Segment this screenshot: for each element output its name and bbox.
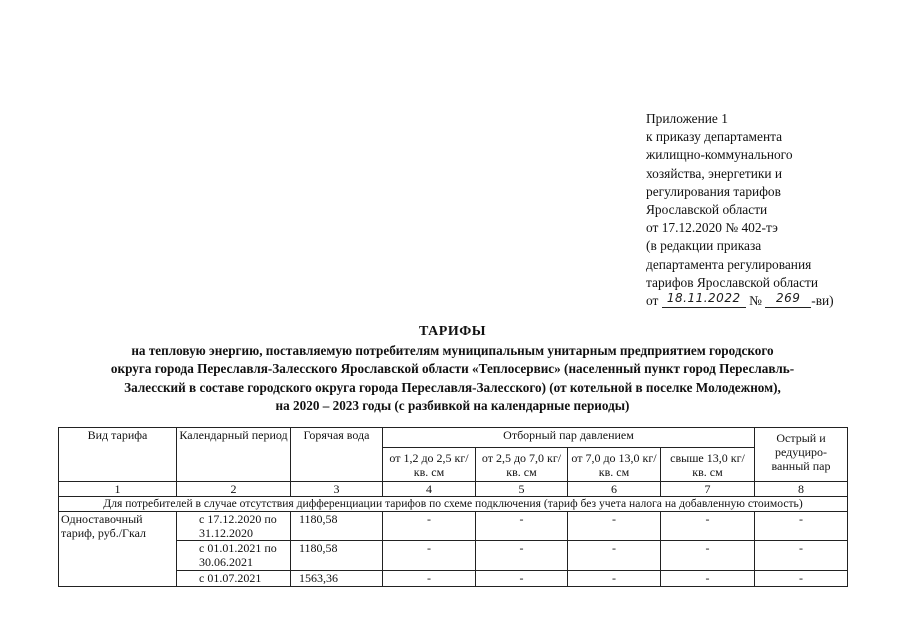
- col-number: 2: [177, 482, 291, 497]
- date-fill-line: [662, 292, 746, 308]
- value-cell: -: [755, 571, 848, 587]
- column-number-row: [59, 482, 848, 497]
- header-steam-2: от 2,5 до 7,0 кг/ кв. см: [476, 448, 568, 482]
- value-cell: -: [661, 571, 755, 587]
- hot-water-value: 1563,36: [291, 571, 383, 587]
- appendix-order-line: [646, 292, 896, 310]
- header-row: [59, 428, 848, 448]
- order-prefix: от: [646, 293, 659, 309]
- col-number: 6: [568, 482, 661, 497]
- header-sharp-steam: Острый и редуциро-ванный пар: [755, 428, 848, 482]
- title-line: на тепловую энергию, поставляемую потребителям муниципальным унитарным предприятием городского: [131, 343, 774, 358]
- value-cell: -: [476, 512, 568, 541]
- title-line: округа города Переславля-Залесского Ярославской области «Теплосервис» (населенный пункт город Переславль-: [110, 361, 795, 377]
- header-steam-4: свыше 13,0 кг/ кв. см: [661, 448, 755, 482]
- title-line: Залесский в составе городского округа города Переславля-Залесского) (от котельной в поселке Молодежном),: [124, 379, 781, 395]
- value-cell: -: [568, 512, 661, 541]
- table-row: [59, 541, 848, 571]
- appendix-block: [646, 110, 896, 310]
- tariff-label: Одноставочный тариф, руб./Гкал: [59, 512, 177, 587]
- appendix-line: департамента регулирования: [646, 256, 812, 272]
- value-cell: -: [383, 512, 476, 541]
- col-number: 3: [291, 482, 383, 497]
- value-cell: -: [755, 512, 848, 541]
- title-line: на 2020 – 2023 годы (с разбивкой на календарные периоды): [275, 398, 630, 414]
- value-cell: -: [568, 541, 661, 571]
- hot-water-value: 1180,58: [291, 541, 383, 571]
- tariff-table: [58, 427, 848, 587]
- header-steam-group: Отборный пар давлением: [383, 428, 755, 448]
- value-cell: -: [383, 541, 476, 571]
- appendix-line: регулирования тарифов: [646, 183, 781, 199]
- header-steam-1: от 1,2 до 2,5 кг/ кв. см: [383, 448, 476, 482]
- value-cell: -: [476, 541, 568, 571]
- handwritten-number: 269: [776, 291, 801, 306]
- title-heading: ТАРИФЫ: [419, 324, 486, 339]
- appendix-line: жилищно-коммунального: [646, 147, 793, 163]
- period-cell: с 01.07.2021: [177, 571, 291, 587]
- document-title: [40, 322, 865, 416]
- section-row: [59, 497, 848, 512]
- header-calendar-period: Календарный период: [177, 428, 291, 482]
- value-cell: -: [661, 512, 755, 541]
- col-number: 1: [59, 482, 177, 497]
- appendix-line: Ярославской области: [646, 202, 768, 218]
- table-row: [59, 512, 848, 541]
- col-number: 5: [476, 482, 568, 497]
- table-row: [59, 571, 848, 587]
- period-cell: с 01.01.2021 по 30.06.2021: [177, 541, 291, 571]
- number-fill-line: [765, 292, 811, 308]
- period-cell: с 17.12.2020 по 31.12.2020: [177, 512, 291, 541]
- value-cell: -: [476, 571, 568, 587]
- header-hot-water: Горячая вода: [291, 428, 383, 482]
- value-cell: -: [755, 541, 848, 571]
- appendix-line: Приложение 1: [646, 111, 728, 126]
- col-number: 8: [755, 482, 848, 497]
- hot-water-value: 1180,58: [291, 512, 383, 541]
- appendix-line: к приказу департамента: [646, 129, 783, 145]
- order-suffix: -ви): [811, 293, 834, 309]
- value-cell: -: [568, 571, 661, 587]
- header-tariff-type: Вид тарифа: [59, 428, 177, 482]
- appendix-line: тарифов Ярославской области: [646, 274, 819, 290]
- header-steam-3: от 7,0 до 13,0 кг/ кв. см: [568, 448, 661, 482]
- appendix-line: от 17.12.2020 № 402-тэ: [646, 220, 778, 236]
- section-title: Для потребителей в случае отсутствия дифференциации тарифов по схеме подключения (тариф без учета налога на добавленную стоимость): [59, 497, 848, 512]
- value-cell: -: [383, 571, 476, 587]
- number-sign: №: [749, 293, 762, 309]
- appendix-line: хозяйства, энергетики и: [646, 165, 783, 181]
- appendix-line: (в редакции приказа: [646, 238, 762, 254]
- value-cell: -: [661, 541, 755, 571]
- col-number: 7: [661, 482, 755, 497]
- col-number: 4: [383, 482, 476, 497]
- handwritten-date: 18.11.2022: [666, 291, 741, 306]
